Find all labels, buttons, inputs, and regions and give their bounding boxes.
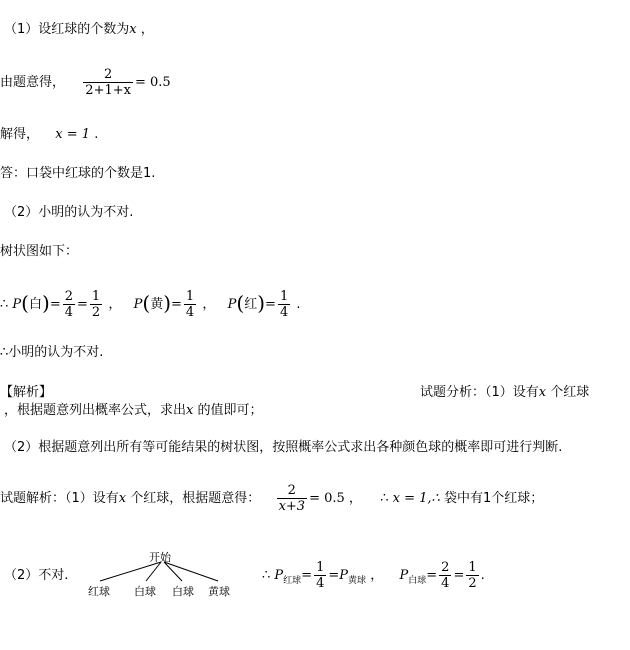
denominator: 4 xyxy=(441,576,450,591)
numerator: 1 xyxy=(468,560,477,575)
fraction xyxy=(83,67,133,98)
tree-diagram xyxy=(78,547,248,597)
category-red: 红 xyxy=(244,297,258,312)
numerator: 2 xyxy=(287,483,296,498)
part2-statement xyxy=(4,205,133,221)
answer-line xyxy=(0,166,155,182)
paren: ) xyxy=(42,291,50,315)
solution-text: 个红球，根据题意得： xyxy=(130,491,261,506)
denominator: 4 xyxy=(185,305,195,320)
denominator: 4 xyxy=(279,305,289,320)
numerator: 1 xyxy=(279,289,289,304)
var-x: x xyxy=(186,403,194,418)
punct: . xyxy=(94,127,99,142)
denominator: 2 xyxy=(91,305,101,320)
denominator: 2 xyxy=(468,576,477,591)
paren: ( xyxy=(236,291,245,315)
equation-line xyxy=(0,66,171,100)
fraction xyxy=(278,289,290,320)
fraction xyxy=(314,560,326,591)
p-label: P xyxy=(339,568,349,583)
denominator: 2+1+x xyxy=(85,83,131,98)
fraction xyxy=(466,560,478,591)
category-yellow: 黄 xyxy=(150,297,164,312)
numerator: 1 xyxy=(91,289,101,304)
punct: ， xyxy=(202,297,216,312)
eq-lead-text: 由题意得， xyxy=(0,75,66,90)
solve-text: 解得， xyxy=(0,127,40,142)
equals: = xyxy=(426,568,438,583)
probability-line xyxy=(0,286,301,322)
analysis-line2 xyxy=(4,403,263,419)
punct: ， xyxy=(140,22,154,37)
denominator: 4 xyxy=(316,576,325,591)
var-x: x xyxy=(129,22,137,37)
subscript-red: 红球 xyxy=(283,576,302,586)
therefore-symbol: ∴ xyxy=(0,297,9,312)
equals: = xyxy=(171,297,182,312)
tree-caption-text: 树状图如下： xyxy=(0,244,79,259)
solve-eq: x = 1 xyxy=(55,127,91,142)
paren: ( xyxy=(142,291,151,315)
equals: = xyxy=(265,297,276,312)
analysis-right-tail: 个红球 xyxy=(550,385,590,400)
numerator: 1 xyxy=(316,560,325,575)
punct: . xyxy=(480,568,485,583)
solution-eq: x = 1,∴ xyxy=(392,491,440,506)
eq-rhs: = 0.5 xyxy=(134,75,171,90)
part1-intro xyxy=(4,22,154,38)
solution-text: 袋中有1个红球； xyxy=(443,491,544,506)
denominator: 4 xyxy=(64,305,73,320)
paren: ) xyxy=(257,291,266,315)
conclusion-text: ∴小明的认为不对. xyxy=(0,345,104,360)
part2-label-text: （2）不对. xyxy=(4,568,69,583)
equals: = xyxy=(453,568,465,583)
analysis-heading xyxy=(0,385,52,401)
therefore-symbol: ∴ xyxy=(262,568,271,583)
analysis-text: （2）根据题意列出所有等可能结果的树状图，按照概率公式求出各种颜色球的概率即可进行判断. xyxy=(4,440,563,455)
tree-caption xyxy=(0,244,78,260)
subscript-white: 白球 xyxy=(408,576,427,586)
analysis-line3 xyxy=(4,440,562,456)
solve-line xyxy=(0,127,98,143)
denominator: x+3 xyxy=(278,499,306,514)
conclusion-line xyxy=(0,345,103,361)
part2-label xyxy=(4,568,68,584)
punct: ， xyxy=(348,491,362,506)
tree-leaf: 白球 xyxy=(172,585,194,598)
tree-leaf: 黄球 xyxy=(208,585,230,598)
punct: ， xyxy=(108,297,122,312)
numerator: 1 xyxy=(185,289,195,304)
equals: = xyxy=(328,568,340,583)
heading-text: 【解析】 xyxy=(0,385,53,400)
solution-text: 试题解析：（1）设有 xyxy=(0,491,119,506)
fraction xyxy=(439,560,451,591)
numerator: 2 xyxy=(64,289,73,304)
part2-text: （2）小明的认为不对. xyxy=(4,205,134,220)
analysis-right xyxy=(420,385,589,401)
p-label: P xyxy=(274,568,284,583)
p-label: P xyxy=(12,297,22,312)
fraction xyxy=(90,289,102,320)
fraction xyxy=(184,289,196,320)
tree-leaf: 白球 xyxy=(134,585,156,598)
var-x: x xyxy=(538,385,547,400)
p-label: P xyxy=(227,297,237,312)
eq-rhs: = 0.5 xyxy=(309,491,345,506)
p-label: P xyxy=(399,568,409,583)
solution-line xyxy=(0,482,543,516)
category-white: 白 xyxy=(28,297,42,312)
tree-root: 开始 xyxy=(149,551,171,564)
numerator: 2 xyxy=(441,560,450,575)
part1-text: （1）设红球的个数为 xyxy=(4,22,130,37)
analysis-text: 的值即可； xyxy=(197,403,263,418)
analysis-right-text: 试题分析：（1）设有 xyxy=(420,385,539,400)
answer-text: 答：口袋中红球的个数是1. xyxy=(0,166,156,181)
equals: = xyxy=(77,297,88,312)
tree-leaf: 红球 xyxy=(88,585,110,598)
therefore-symbol: ∴ xyxy=(380,491,389,506)
punct: . xyxy=(296,297,301,312)
paren: ( xyxy=(21,291,29,315)
equals: = xyxy=(301,568,313,583)
var-x: x xyxy=(118,491,127,506)
punct: ， xyxy=(370,568,384,583)
fraction xyxy=(277,483,308,514)
p-label: P xyxy=(133,297,143,312)
subscript-yellow: 黄球 xyxy=(348,576,367,586)
numerator: 2 xyxy=(103,67,113,82)
analysis-text: ，根据题意列出概率公式，求出 xyxy=(4,403,187,418)
part2-formula xyxy=(262,559,485,598)
paren: ) xyxy=(163,291,172,315)
equals: = xyxy=(49,297,61,312)
fraction xyxy=(63,289,75,320)
